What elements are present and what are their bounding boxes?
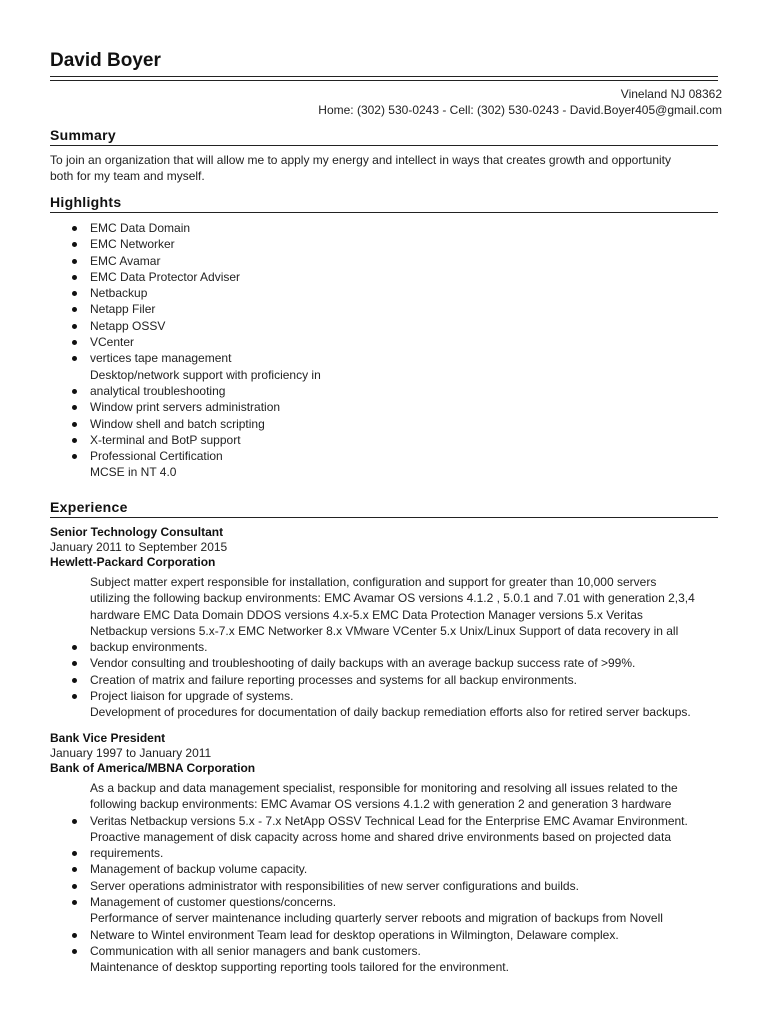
summary-line: To join an organization that will allow me to apply my energy and intellect in ways that creates growth and opportunity [50,153,672,167]
job-duties [50,780,728,976]
job-dates: January 2011 to September 2015 [50,540,228,554]
list-item: EMC Networker [50,236,728,252]
job-dates: January 1997 to January 2011 [50,746,212,760]
list-item: Veritas Netbackup versions 5.x - 7.x NetApp OSSV Technical Lead for the Enterprise EMC Avamar Environment. [50,813,728,829]
job-company: Bank of America/MBNA Corporation [50,761,256,775]
list-item: EMC Data Domain [50,220,728,236]
list-item: As a backup and data management specialist, responsible for monitoring and resolving all issues related to the [90,781,678,795]
job-entry [50,731,728,976]
list-item: Performance of server maintenance including quarterly server reboots and migration of backups from Novell [90,911,663,926]
list-item: vertices tape management [50,350,728,366]
contact-block [318,86,722,118]
highlights-heading: Highlights [50,194,718,213]
list-item: Subject matter expert responsible for installation, configuration and support for greater than 10,000 servers [90,575,657,589]
job-title: Senior Technology Consultant [50,525,224,539]
list-item: Vendor consulting and troubleshooting of daily backups with an average backup success rate of >99%. [50,655,728,671]
summary-heading: Summary [50,127,718,146]
list-item: Maintenance of desktop supporting reporting tools tailored for the environment. [90,960,509,975]
list-item: EMC Data Protector Adviser [50,269,728,285]
list-item: X-terminal and BotP support [50,432,728,448]
list-item: Netbackup versions 5.x-7.x EMC Networker 8.x VMware VCenter 5.x Unix/Linux Support of data recovery in all [90,623,679,638]
list-item: Netapp OSSV [50,318,728,334]
list-item: Server operations administrator with responsibilities of new server configurations and builds. [50,878,728,894]
list-item: Window shell and batch scripting [50,416,728,432]
list-item: Project liaison for upgrade of systems. [50,688,728,704]
job-entry [50,525,728,721]
list-item: Netbackup [50,285,728,301]
list-item: Communication with all senior managers and bank customers. [50,943,728,959]
list-item: VCenter [50,334,728,350]
list-item: Management of backup volume capacity. [50,861,728,877]
list-item: analytical troubleshooting [50,383,728,399]
list-item: Creation of matrix and failure reporting processes and systems for all backup environments. [50,672,728,688]
list-item: Netware to Wintel environment Team lead for desktop operations in Wilmington, Delaware complex. [50,927,728,943]
list-item: backup environments. [50,639,728,655]
summary-text [50,152,718,184]
list-item: Professional Certification [50,448,728,464]
list-item: following backup environments: EMC Avamar OS versions 4.1.2 with generation 2 and generation 3 hardware [90,797,672,812]
job-company: Hewlett-Packard Corporation [50,555,216,569]
highlights-list [50,220,728,481]
job-title: Bank Vice President [50,731,166,745]
list-item: Proactive management of disk capacity across home and shared drive environments based on projected data [90,829,671,844]
contact-location: Vineland NJ 08362 [620,87,722,101]
summary-line: both for my team and myself. [50,169,205,183]
list-item: EMC Avamar [50,253,728,269]
candidate-name: David Boyer [50,50,161,71]
list-item: hardware EMC Data Domain DDOS versions 4.x-5.x EMC Data Protection Manager versions 5.x Veritas [90,607,643,622]
list-item: MCSE in NT 4.0 [90,465,177,480]
experience-heading: Experience [50,499,718,518]
list-item: Desktop/network support with proficiency in [90,367,321,382]
list-item: requirements. [50,845,728,861]
list-item: Management of customer questions/concerns. [50,894,728,910]
list-item: Window print servers administration [50,399,728,415]
list-item: Development of procedures for documentation of daily backup remediation efforts also for retired server backups. [90,705,691,720]
list-item: utilizing the following backup environments: EMC Avamar OS versions 4.1.2 , 5.0.1 and 7.01 with generation 2,3,4 [90,591,695,606]
list-item: Netapp Filer [50,301,728,317]
contact-details: Home: (302) 530-0243 - Cell: (302) 530-0243 - David.Boyer405@gmail.com [318,103,722,117]
header-divider [50,76,718,81]
job-duties [50,574,728,721]
